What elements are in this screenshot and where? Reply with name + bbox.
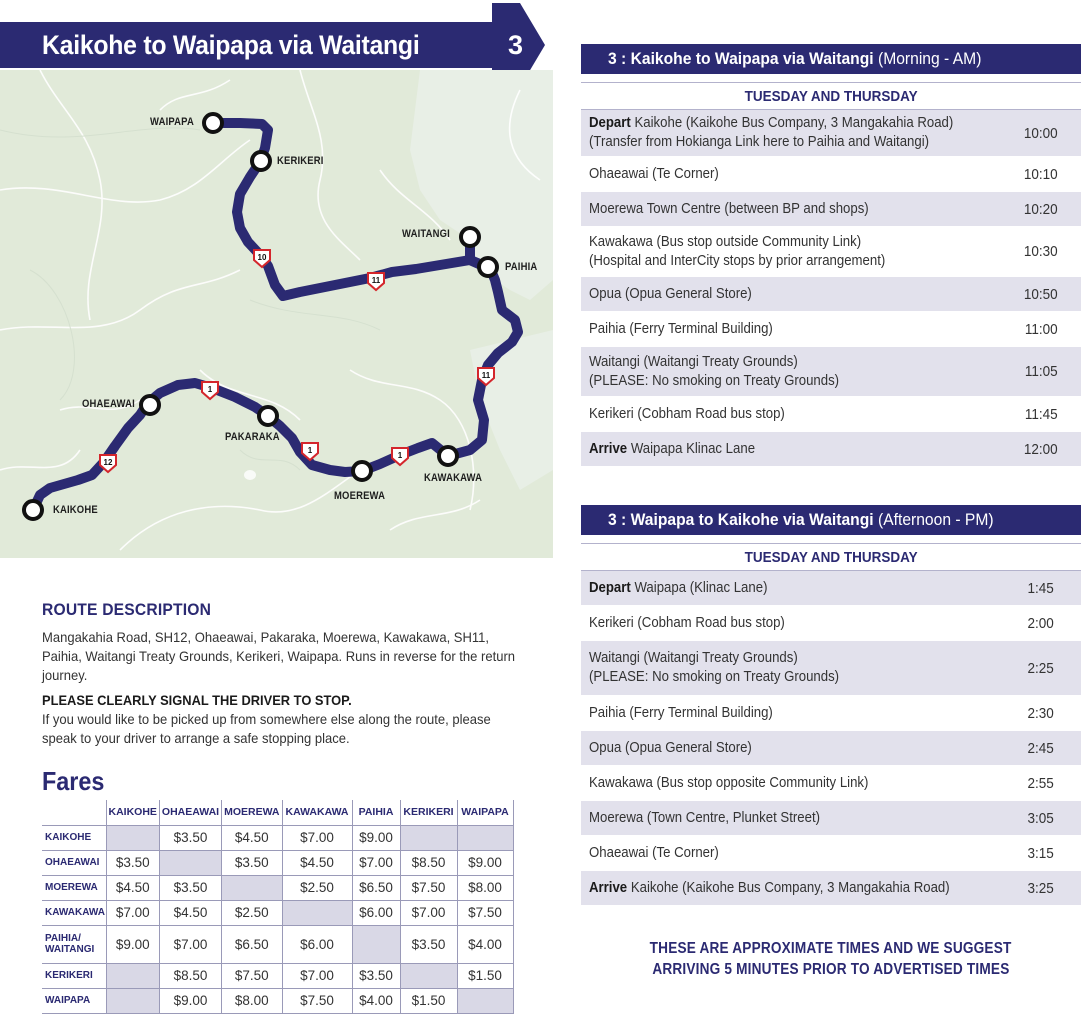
stop-marker-kerikeri	[252, 152, 270, 170]
fares-col-header: PAIHIA	[352, 800, 400, 825]
stop-label-ohaeawai: OHAEAWAI	[82, 398, 135, 410]
timetable-time-value: 11:45	[1024, 405, 1058, 423]
timetable-stop-line	[589, 649, 964, 668]
highway-shield-sh11-right-label: 11	[481, 371, 491, 380]
timetable-stop-note: (Hospital and InterCity stops by prior arrangement)	[589, 252, 886, 269]
approximate-times-note	[581, 938, 1081, 980]
fares-cell: $7.00	[159, 925, 221, 963]
timetable-morning-period: (Morning - AM)	[877, 49, 982, 68]
fares-cell: $7.00	[400, 900, 457, 925]
timetable-stop-line	[589, 285, 964, 304]
timetable-stop	[581, 200, 1001, 219]
timetable-stop	[581, 353, 1001, 391]
title-banner	[0, 0, 545, 70]
fares-cell: $1.50	[457, 963, 513, 988]
timetable-row	[581, 731, 1081, 766]
timetable-stop-line	[589, 879, 964, 898]
stop-label-kawakawa: KAWAKAWA	[424, 472, 483, 484]
fares-row	[42, 900, 513, 925]
signal-driver-heading: PLEASE CLEARLY SIGNAL THE DRIVER TO STOP.	[42, 692, 352, 708]
fares-col-header: KERIKERI	[400, 800, 457, 825]
fares-row	[42, 825, 513, 850]
timetable-stop-line	[589, 165, 964, 184]
fares-col-header: WAIPAPA	[457, 800, 513, 825]
fares-cell: $3.50	[222, 850, 282, 875]
fares-table	[42, 800, 514, 1014]
fares-cell: $7.00	[106, 900, 159, 925]
timetable-row	[581, 571, 1081, 606]
timetable-stop-name: Paihia (Ferry Terminal Building)	[589, 704, 773, 721]
timetable-time-value: 3:05	[1027, 809, 1055, 827]
stop-label-kaikohe: KAIKOHE	[53, 504, 98, 516]
stop-marker-moerewa	[353, 462, 371, 480]
timetable-time	[1001, 441, 1081, 458]
timetable-stop-name: Waipapa Klinac Lane	[630, 440, 756, 457]
fares-cell: $9.00	[159, 988, 221, 1013]
timetable-stop-name: Ohaeawai (Te Corner)	[589, 165, 719, 182]
timetable-stop-line	[589, 704, 964, 723]
timetable-stop-name: Waitangi (Waitangi Treaty Grounds)	[589, 650, 798, 666]
timetable-afternoon-title: 3 : Waipapa to Kaikohe via Waitangi	[608, 510, 874, 529]
timetable-time	[1001, 880, 1081, 897]
fares-row-header: KAIKOHE	[42, 825, 106, 850]
fares-row-header: MOEREWA	[42, 875, 106, 900]
timetable-afternoon-header	[581, 505, 1081, 535]
fares-cell: $7.50	[222, 963, 282, 988]
timetable-time-value: 10:20	[1024, 200, 1058, 218]
fares-corner	[42, 800, 106, 825]
timetable-stop	[581, 579, 1001, 598]
timetable-stop-note: (PLEASE: No smoking on Treaty Grounds)	[589, 372, 840, 389]
timetable-stop-name: Kaikohe (Kaikohe Bus Company, 3 Mangakahia Road)	[630, 879, 950, 896]
fares-cell-empty	[106, 825, 159, 850]
timetable-stop-name: Ohaeawai (Te Corner)	[589, 844, 719, 861]
timetable-stop	[581, 774, 1001, 793]
timetable-time-value: 1:45	[1027, 579, 1055, 597]
timetable-time	[1001, 321, 1081, 338]
timetable-time	[1001, 845, 1081, 862]
fares-cell: $7.50	[282, 988, 352, 1013]
fares-cell: $6.00	[352, 900, 400, 925]
fares-col-header: OHAEAWAI	[159, 800, 221, 825]
fares-cell: $8.00	[457, 875, 513, 900]
fares-col-header: KAIKOHE	[106, 800, 159, 825]
page-title: Kaikohe to Waipapa via Waitangi	[42, 30, 420, 60]
timetable-stop-name: Kerikeri (Cobham Road bus stop)	[589, 614, 785, 631]
fares-cell: $3.50	[400, 925, 457, 963]
timetable-row	[581, 606, 1081, 641]
timetable-row	[581, 347, 1081, 397]
timetable-stop-line	[589, 353, 964, 372]
timetable-time-value: 10:00	[1024, 124, 1058, 142]
route-description-text: Mangakahia Road, SH12, Ohaeawai, Pakaraka, Moerewa, Kawakawa, SH11, Paihia, Waitangi Treaty Grounds, Kerikeri, Waipapa. Runs in reverse for the return journey.	[42, 629, 516, 683]
stop-label-kerikeri: KERIKERI	[277, 155, 324, 167]
timetable-stop-prefix: Depart	[589, 579, 631, 596]
fares-cell: $6.50	[222, 925, 282, 963]
timetable-time-value: 2:25	[1027, 659, 1055, 677]
highway-shield-sh1-c-label: 1	[397, 451, 403, 460]
timetable-morning-rows	[581, 110, 1081, 467]
fares-cell-empty	[282, 900, 352, 925]
fares-cell-empty	[106, 988, 159, 1013]
map-graphic	[0, 70, 553, 558]
timetable-time-value: 10:30	[1024, 243, 1058, 260]
fares-cell-empty	[159, 850, 221, 875]
timetable-time	[1001, 166, 1081, 183]
route-description-heading: ROUTE DESCRIPTION	[42, 600, 212, 619]
fares-cell: $4.50	[106, 875, 159, 900]
timetable-stop-name: Opua (Opua General Store)	[589, 739, 752, 756]
timetable-time	[1001, 363, 1081, 380]
fares-cell-empty	[457, 825, 513, 850]
timetable-stop-line	[589, 809, 964, 828]
fares-cell-empty	[352, 925, 400, 963]
timetable-stop-line	[589, 200, 964, 219]
timetable-stop	[581, 704, 1001, 723]
timetable-stop-line	[589, 774, 964, 793]
timetable-stop-name: Kawakawa (Bus stop opposite Community Link)	[589, 774, 869, 791]
timetable-stop	[581, 233, 1001, 271]
timetable-stop	[581, 285, 1001, 304]
fares-cell: $4.50	[159, 900, 221, 925]
stop-label-paihia: PAIHIA	[505, 261, 538, 273]
fares-title: Fares	[42, 766, 105, 796]
timetable-time-value: 2:55	[1027, 774, 1055, 792]
stop-label-pakaraka: PAKARAKA	[225, 431, 280, 443]
fares-cell-empty	[222, 875, 282, 900]
timetable-stop-line	[589, 405, 964, 424]
fares-row-header: WAIPAPA	[42, 988, 106, 1013]
fares-row-header	[42, 925, 106, 963]
timetable-stop-name: Waitangi (Waitangi Treaty Grounds)	[589, 353, 798, 370]
signal-driver-text: If you would like to be picked up from somewhere else along the route, please speak to your driver to arrange a safe stopping place.	[42, 711, 491, 746]
timetable-row	[581, 192, 1081, 227]
highway-shield-sh12-label: 12	[103, 458, 113, 467]
fares-cell-empty	[400, 963, 457, 988]
stop-label-waitangi: WAITANGI	[402, 228, 450, 240]
timetable-afternoon-rows	[581, 571, 1081, 906]
timetable-stop-line	[589, 233, 964, 252]
timetable-morning-title: 3 : Kaikohe to Waipapa via Waitangi	[608, 49, 874, 68]
timetable-stop-prefix: Arrive	[589, 879, 628, 896]
timetable-stop-name: Kerikeri (Cobham Road bus stop)	[589, 405, 785, 422]
timetable-time	[1001, 243, 1081, 260]
fares-cell: $6.00	[282, 925, 352, 963]
fares-cell-empty	[457, 988, 513, 1013]
timetable-afternoon-days	[581, 543, 1081, 571]
stop-marker-kawakawa	[439, 447, 457, 465]
timetable-row	[581, 432, 1081, 467]
timetable-stop-name: Waipapa (Klinac Lane)	[634, 579, 768, 596]
timetable-time-value: 2:30	[1027, 704, 1055, 722]
timetable-morning-days	[581, 82, 1081, 110]
timetable-stop	[581, 440, 1001, 459]
stop-marker-pakaraka	[259, 407, 277, 425]
note-line-1: THESE ARE APPROXIMATE TIMES AND WE SUGGEST	[650, 940, 1012, 957]
fares-cell-empty	[400, 825, 457, 850]
timetable-stop-note: (Transfer from Hokianga Link here to Paihia and Waitangi)	[589, 134, 930, 150]
fares-row-header-line: WAITANGI	[45, 944, 95, 955]
fares-row	[42, 850, 513, 875]
timetable-stop	[581, 739, 1001, 758]
timetable-stop	[581, 614, 1001, 633]
fares-row	[42, 963, 513, 988]
fares-cell: $4.00	[352, 988, 400, 1013]
stop-marker-kaikohe	[24, 501, 42, 519]
timetable-time	[1001, 201, 1081, 218]
timetable-stop	[581, 114, 1001, 152]
timetable-stop-line	[589, 579, 964, 598]
timetable-stop-name: Kawakawa (Bus stop outside Community Link)	[589, 233, 862, 250]
route-map	[0, 70, 553, 558]
route-description	[42, 600, 522, 748]
timetable-afternoon-days-label: TUESDAY AND THURSDAY	[744, 549, 918, 566]
fares-cell: $2.50	[282, 875, 352, 900]
timetable-row	[581, 641, 1081, 696]
timetable-stop-name: Kaikohe (Kaikohe Bus Company, 3 Mangakahia Road)	[634, 115, 954, 131]
fares-header-row	[42, 800, 513, 825]
fares-cell: $2.50	[222, 900, 282, 925]
note-line-2: ARRIVING 5 MINUTES PRIOR TO ADVERTISED TIMES	[652, 961, 1010, 978]
timetable-stop-line	[589, 114, 964, 133]
timetable-time-value: 2:45	[1027, 739, 1055, 757]
fares-cell: $4.50	[222, 825, 282, 850]
timetable-row	[581, 801, 1081, 836]
timetable-stop-line	[589, 614, 964, 633]
timetable-row	[581, 312, 1081, 347]
timetable-stop-name: Opua (Opua General Store)	[589, 285, 752, 302]
timetable-stop-name: Paihia (Ferry Terminal Building)	[589, 320, 773, 337]
stop-marker-paihia	[479, 258, 497, 276]
timetable-morning-header	[581, 44, 1081, 74]
fares-cell: $3.50	[352, 963, 400, 988]
stop-label-moerewa: MOEREWA	[334, 490, 386, 502]
timetable-time	[1001, 615, 1081, 632]
timetable-time-value: 11:00	[1024, 320, 1058, 338]
fares-cell: $6.50	[352, 875, 400, 900]
timetable-stop	[581, 320, 1001, 339]
timetable-time	[1001, 740, 1081, 757]
fares-cell: $8.00	[222, 988, 282, 1013]
timetable-time-value: 10:50	[1024, 285, 1058, 303]
timetable-time-value: 3:25	[1027, 879, 1055, 897]
timetable-row	[581, 277, 1081, 312]
timetable-morning-days-label: TUESDAY AND THURSDAY	[744, 88, 918, 105]
fares-col-header: MOEREWA	[222, 800, 282, 825]
timetable-stop	[581, 165, 1001, 184]
fares-col-header: KAWAKAWA	[282, 800, 352, 825]
timetable-stop-name: Moerewa (Town Centre, Plunket Street)	[589, 809, 821, 826]
route-number: 3	[508, 30, 524, 60]
stop-marker-ohaeawai	[141, 396, 159, 414]
fares-row-header: KERIKERI	[42, 963, 106, 988]
timetable-time	[1001, 286, 1081, 303]
highway-shield-sh1-b-label: 1	[307, 446, 313, 455]
stop-marker-waipapa	[204, 114, 222, 132]
fares-cell: $7.00	[352, 850, 400, 875]
timetable-time	[1001, 125, 1081, 142]
timetable-stop-line	[589, 440, 964, 459]
timetable-stop-line	[589, 739, 964, 758]
timetable-stop	[581, 844, 1001, 863]
fares-cell: $8.50	[400, 850, 457, 875]
timetable-stop-line	[589, 320, 964, 339]
timetable-stop	[581, 649, 1001, 687]
timetable-time	[1001, 810, 1081, 827]
timetable-row	[581, 871, 1081, 906]
fares-row-header: KAWAKAWA	[42, 900, 106, 925]
stop-marker-waitangi	[461, 228, 479, 246]
fares-cell: $9.00	[352, 825, 400, 850]
fares-cell: $1.50	[400, 988, 457, 1013]
timetable-stop-prefix: Arrive	[589, 440, 628, 457]
timetable-stop	[581, 405, 1001, 424]
timetable-stop-prefix: Depart	[589, 115, 631, 131]
timetable-time	[1001, 660, 1081, 677]
timetable-time	[1001, 406, 1081, 423]
fares-cell: $9.00	[106, 925, 159, 963]
timetable-stop-note: (PLEASE: No smoking on Treaty Grounds)	[589, 669, 840, 685]
fares-cell: $3.50	[159, 875, 221, 900]
fares-row	[42, 925, 513, 963]
timetable-row	[581, 157, 1081, 192]
timetable-time-value: 11:05	[1024, 363, 1058, 380]
timetable-row	[581, 696, 1081, 731]
fares-row-header: OHAEAWAI	[42, 850, 106, 875]
highway-shield-sh10-label: 10	[257, 253, 267, 262]
timetable-stop-name: Moerewa Town Centre (between BP and shops)	[589, 200, 869, 217]
fares-cell: $7.00	[282, 825, 352, 850]
timetable-afternoon-period: (Afternoon - PM)	[877, 510, 994, 529]
fares-row	[42, 875, 513, 900]
timetable-time-value: 2:00	[1027, 614, 1055, 632]
fares-row	[42, 988, 513, 1013]
timetable-time-value: 3:15	[1027, 844, 1055, 862]
timetable-row	[581, 110, 1081, 157]
fares-cell: $8.50	[159, 963, 221, 988]
fares-cell-empty	[106, 963, 159, 988]
timetable-stop	[581, 809, 1001, 828]
timetable-row	[581, 836, 1081, 871]
stop-label-waipapa: WAIPAPA	[150, 116, 194, 128]
fares-cell: $7.50	[400, 875, 457, 900]
highway-shield-sh1-a-label: 1	[207, 385, 213, 394]
timetable-row	[581, 766, 1081, 801]
fares-cell: $7.50	[457, 900, 513, 925]
timetable-time	[1001, 775, 1081, 792]
fares-cell: $3.50	[159, 825, 221, 850]
timetable-row	[581, 397, 1081, 432]
timetable-time	[1001, 705, 1081, 722]
fares-cell: $7.00	[282, 963, 352, 988]
timetable-afternoon	[581, 505, 1081, 906]
timetable-row	[581, 227, 1081, 277]
fares-cell: $9.00	[457, 850, 513, 875]
timetable-time	[1001, 580, 1081, 597]
fares-cell: $4.50	[282, 850, 352, 875]
timetable-morning	[581, 44, 1081, 467]
fares-cell: $3.50	[106, 850, 159, 875]
timetable-time-value: 12:00	[1024, 440, 1058, 458]
timetable-time-value: 10:10	[1024, 165, 1058, 183]
timetable-stop	[581, 879, 1001, 898]
highway-shield-sh11-top-label: 11	[371, 276, 381, 285]
timetable-stop-line	[589, 844, 964, 863]
fares-row-header-line: PAIHIA/	[45, 933, 81, 944]
fares-cell: $4.00	[457, 925, 513, 963]
